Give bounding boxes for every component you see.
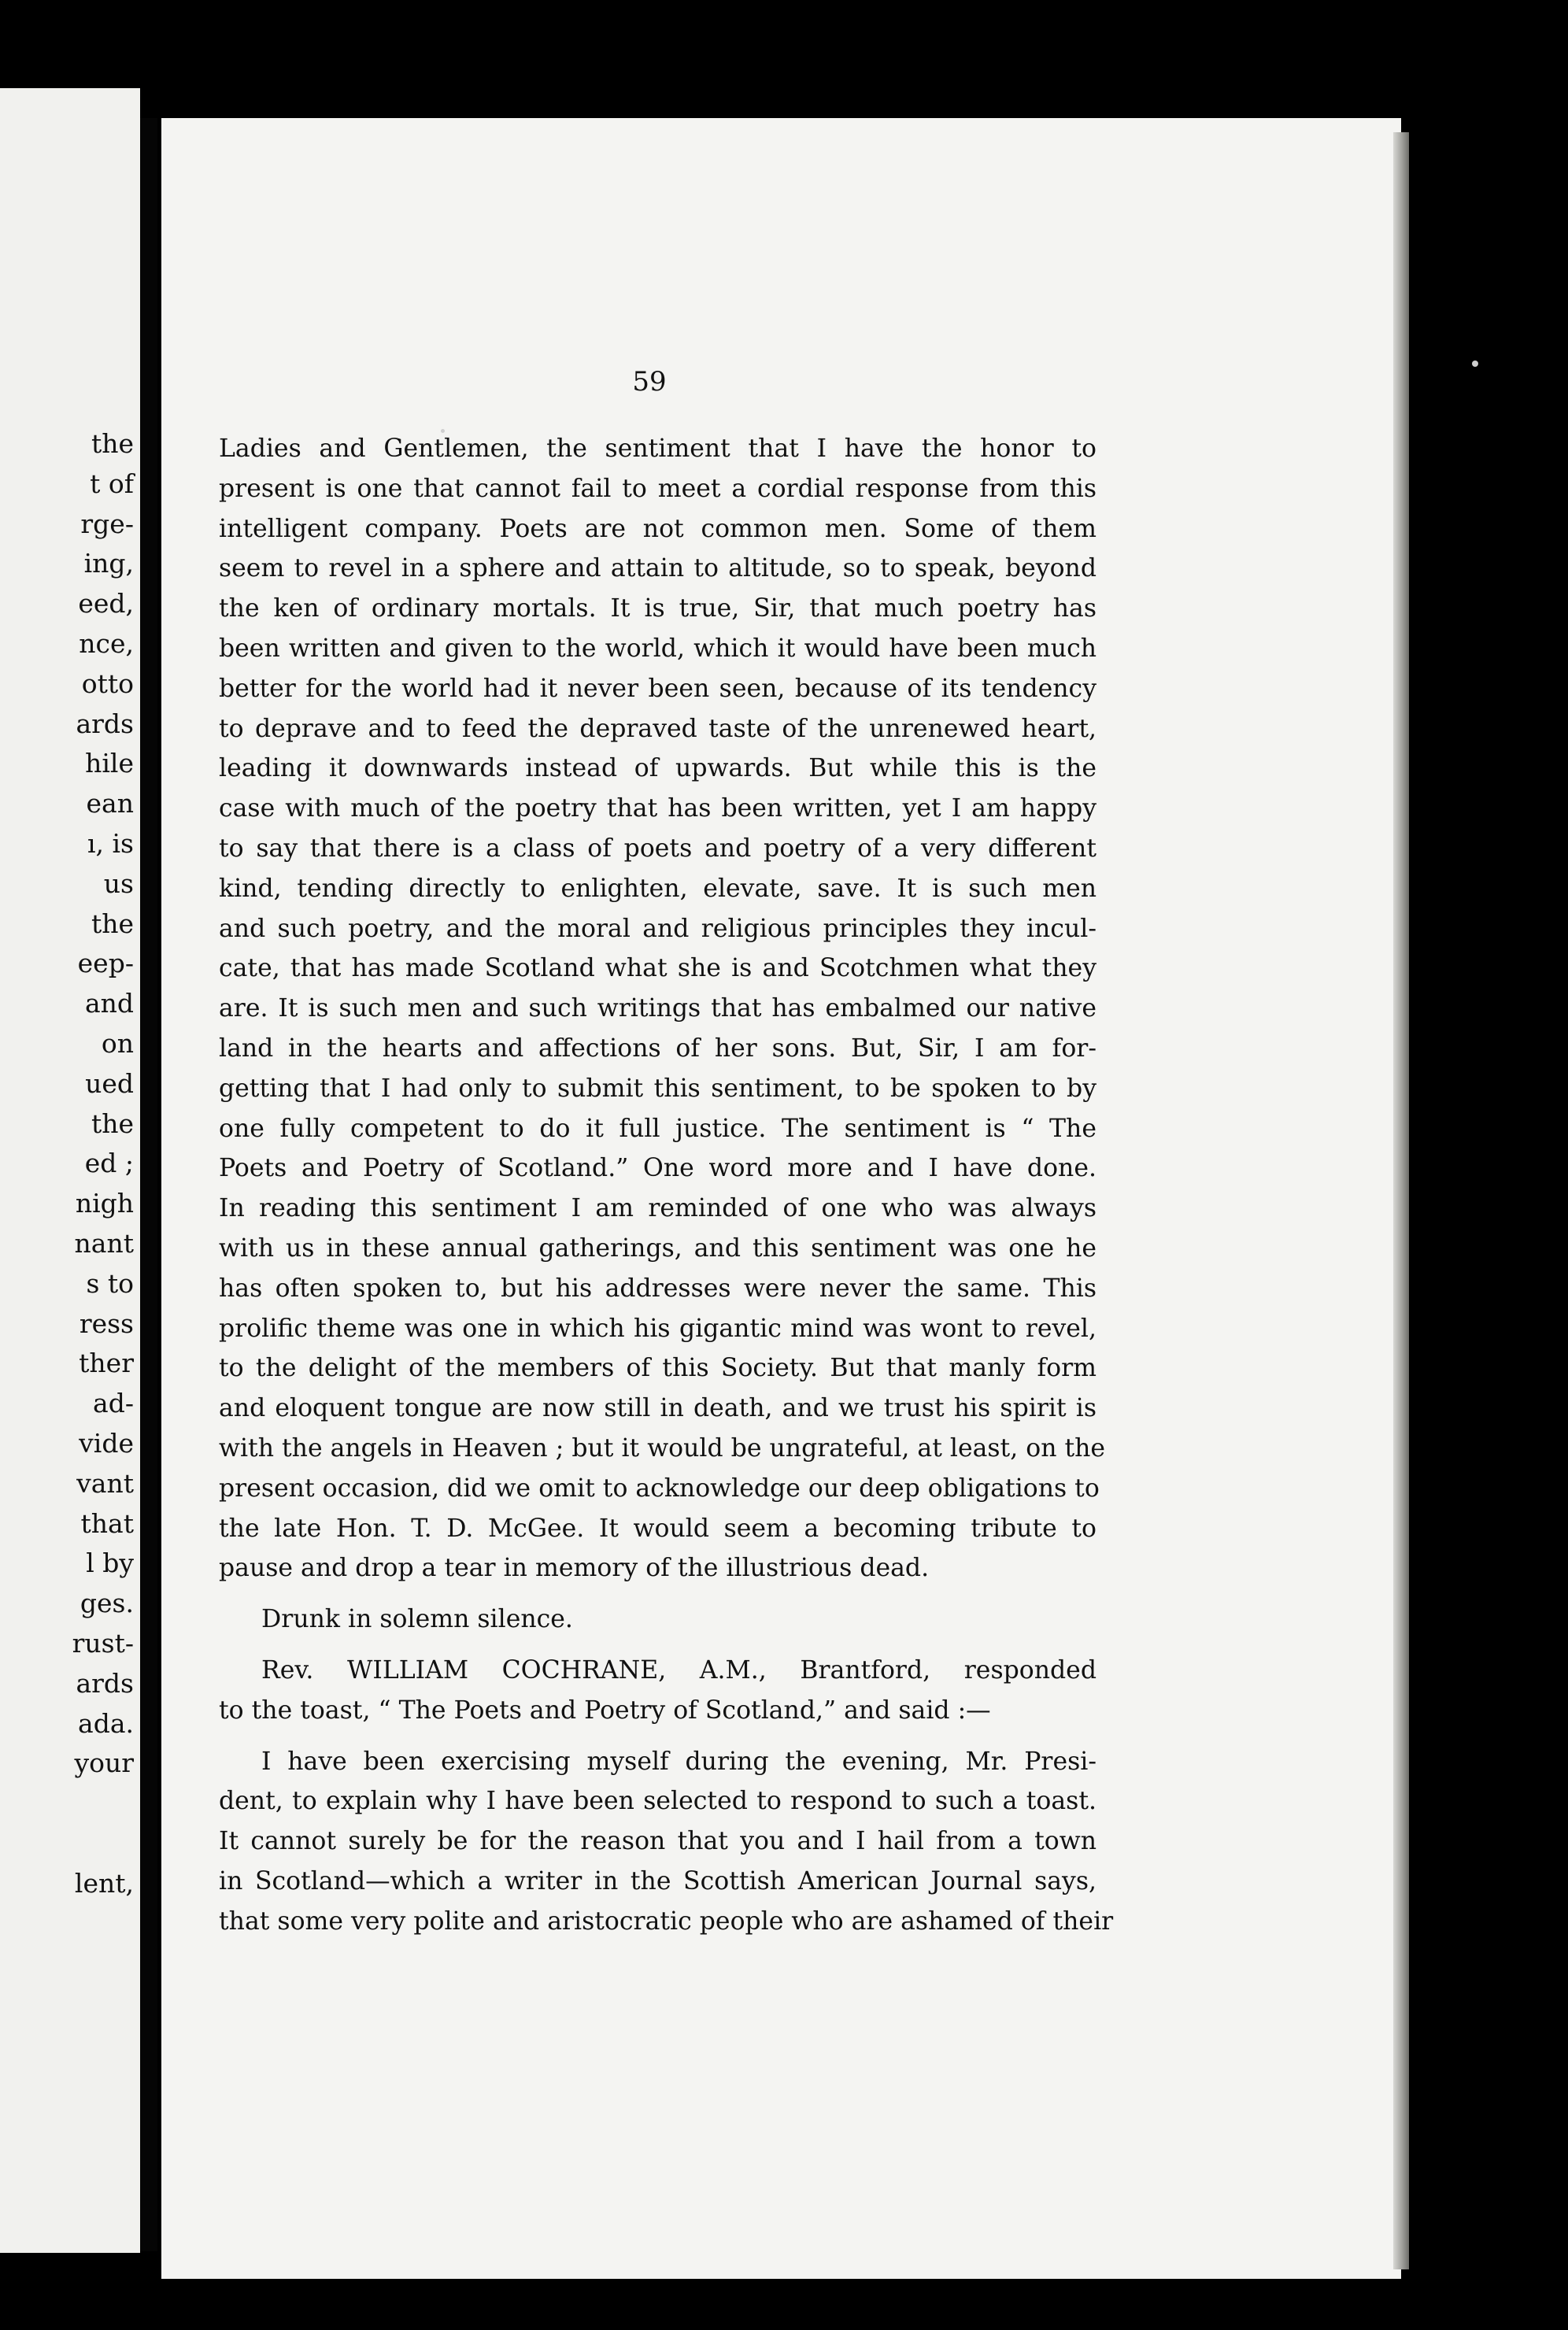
previous-page-text-fragment: ed ; <box>84 1148 134 1179</box>
text-line: getting that I had only to submit this sentiment, to be spoken to by <box>219 1074 1096 1103</box>
previous-page-text-fragment: otto <box>81 668 134 699</box>
text-line: seem to revel in a sphere and attain to altitude, so to speak, beyond <box>219 554 1096 583</box>
previous-page-text-fragment: s to <box>86 1267 134 1299</box>
previous-page-text-fragment: the <box>91 908 134 939</box>
previous-page-text-fragment: the <box>91 1108 134 1139</box>
text-line: been written and given to the world, which it would have been much <box>219 634 1096 663</box>
response-speech-paragraph <box>219 1742 1114 1942</box>
response-intro-paragraph <box>219 1651 1096 1731</box>
previous-page-text-fragment: vide <box>79 1428 134 1459</box>
text-line: that some very polite and aristocratic people who are ashamed of their <box>219 1907 1114 1936</box>
text-line: Rev. WILLIAM COCHRANE, A.M., Brantford, responded <box>261 1655 1096 1685</box>
book-gutter <box>140 118 157 2251</box>
text-line: the late Hon. T. D. McGee. It would seem a becoming tribute to <box>219 1514 1096 1543</box>
previous-page-text-fragment: and <box>84 988 134 1019</box>
previous-page-text-fragment: ean <box>86 788 134 819</box>
text-line: with the angels in Heaven ; but it would be ungrateful, at least, on the <box>219 1433 1106 1463</box>
text-line: and eloquent tongue are now still in death, and we trust his spirit is <box>219 1394 1096 1423</box>
text-line: in Scotland—which a writer in the Scottish American Journal says, <box>219 1866 1096 1895</box>
previous-page-text-fragment: ress <box>79 1307 134 1339</box>
previous-page-text-fragment: ther <box>79 1348 134 1379</box>
previous-page-text-fragment: rge- <box>80 508 134 539</box>
text-line: and such poetry, and the moral and religious principles they incul- <box>219 914 1096 943</box>
previous-page-text-fragment: hile <box>85 748 134 779</box>
previous-page-text-fragment: on <box>101 1028 134 1059</box>
text-line: has often spoken to, but his addresses were never the same. This <box>219 1274 1096 1303</box>
previous-page-text-fragment: l by <box>86 1548 134 1579</box>
drunk-in-silence-line: Drunk in solemn silence. <box>261 1605 573 1634</box>
text-line: cate, that has made Scotland what she is and Scotchmen what they <box>219 954 1096 983</box>
text-line: are. It is such men and such writings that has embalmed our native <box>219 994 1096 1023</box>
previous-page-text-fragment: t of <box>90 468 134 499</box>
dust-speck <box>441 429 445 433</box>
previous-page-text-fragment: nce, <box>79 628 134 659</box>
previous-page-text-fragment: ges. <box>80 1588 134 1619</box>
text-line: to say that there is a class of poets and poetry of a very different <box>219 834 1096 863</box>
text-line: better for the world had it never been seen, because of its tendency <box>219 674 1096 703</box>
previous-page-text-fragment: nant <box>74 1228 134 1259</box>
text-line: kind, tending directly to enlighten, elevate, save. It is such men <box>219 874 1096 903</box>
text-line: one fully competent to do it full justice. The sentiment is “ The <box>219 1114 1096 1143</box>
text-line: Ladies and Gentlemen, the sentiment that I have the honor to <box>219 435 1096 463</box>
previous-page-text-fragment: ı, is <box>87 828 134 859</box>
previous-page-text-fragment: ing, <box>83 548 134 579</box>
previous-page-text-fragment: ards <box>76 708 134 739</box>
previous-page-text-fragment: eep- <box>77 948 134 979</box>
previous-page-text-fragment: ad- <box>93 1388 134 1419</box>
toast-speech-paragraph <box>219 429 1106 1588</box>
page-body-text <box>219 429 1114 1941</box>
previous-page-text-fragment: rust- <box>72 1628 134 1659</box>
text-line: present occasion, did we omit to acknowledge our deep obligations to <box>219 1474 1100 1503</box>
text-line: to the toast, “ The Poets and Poetry of Scotland,” and said :— <box>219 1696 991 1725</box>
previous-page-text-fragment: the <box>91 428 134 459</box>
text-line: pause and drop a tear in memory of the illustrious dead. <box>219 1554 930 1583</box>
text-line: case with much of the poetry that has been written, yet I am happy <box>219 794 1096 823</box>
text-line: I have been exercising myself during the evening, Mr. Presi- <box>261 1747 1096 1776</box>
text-line: land in the hearts and affections of her sons. But, Sir, I am for- <box>219 1034 1096 1063</box>
page-number: 59 <box>632 366 667 398</box>
text-line: leading it downwards instead of upwards. But while this is the <box>219 754 1096 783</box>
previous-page-edge <box>0 88 140 2253</box>
text-line: It cannot surely be for the reason that you and I hail from a town <box>219 1827 1096 1856</box>
page-edge-shadow <box>1393 132 1409 2269</box>
text-line: Poets and Poetry of Scotland.” One word more and I have done. <box>219 1154 1096 1183</box>
text-line: the ken of ordinary mortals. It is true, Sir, that much poetry has <box>219 594 1096 623</box>
previous-page-text-fragment: eed, <box>78 588 134 619</box>
text-line: In reading this sentiment I am reminded of one who was always <box>219 1194 1096 1223</box>
previous-page-text-fragment: ued <box>85 1067 134 1099</box>
previous-page-text-fragment: us <box>103 867 134 899</box>
text-line: intelligent company. Poets are not common men. Some of them <box>219 514 1096 543</box>
text-line: prolific theme was one in which his gigantic mind was wont to revel, <box>219 1314 1096 1343</box>
previous-page-text-fragment: that <box>80 1507 134 1539</box>
previous-page-text-fragment: ada. <box>78 1707 134 1739</box>
previous-page-text-fragment: nigh <box>75 1188 134 1219</box>
text-line: to deprave and to feed the depraved taste of the unrenewed heart, <box>219 714 1096 743</box>
previous-page-text-fragment: ards <box>76 1667 134 1699</box>
text-line: present is one that cannot fail to meet a cordial response from this <box>219 474 1096 503</box>
previous-page-text-fragment: lent, <box>74 1867 134 1899</box>
previous-page-text-fragment: vant <box>76 1467 134 1499</box>
text-line: with us in these annual gatherings, and this sentiment was one he <box>219 1233 1096 1263</box>
dust-speck <box>1472 361 1478 367</box>
text-line: dent, to explain why I have been selected to respond to such a toast. <box>219 1787 1096 1816</box>
previous-page-text-fragment: your <box>74 1748 134 1779</box>
text-line: to the delight of the members of this Society. But that manly form <box>219 1354 1096 1383</box>
